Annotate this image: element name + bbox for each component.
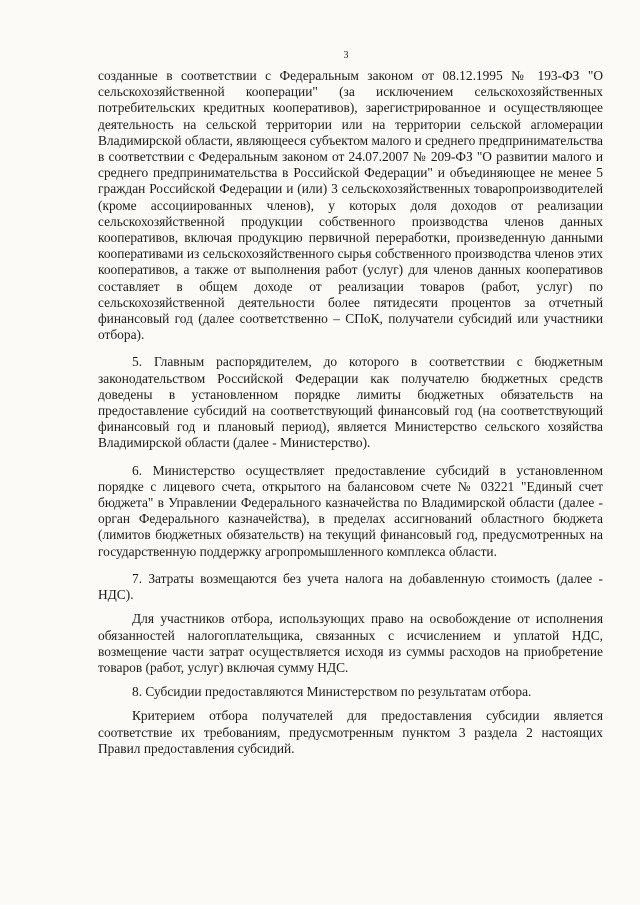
document-body (98, 68, 603, 757)
paragraph-continuation: созданные в соответствии с Федеральным законом от 08.12.1995 № 193-ФЗ "О сельскохозяйственной кооперации" (за исключением сельскохозяйственных потребительских кредитных кооперативов), зарегистрированное и осуществляющее деятельность на сельской территории или на территории сельской агломерации Владимирской области, являющееся субъектом малого и среднего предпринимательства в соответствии с Федеральным законом от 24.07.2007 № 209-ФЗ "О развитии малого и среднего предпринимательства в Российской Федерации" и объединяющее не менее 5 граждан Российской Федерации и (или) 3 сельскохозяйственных товаропроизводителей (кроме ассоциированных членов), у которых доля доходов от реализации сельскохозяйственной продукции собственного производства членов данных кооперативов, включая продукцию первичной переработки, произведенную данными кооперативами из сельскохозяйственного сырья собственного производства членов этих кооперативов, а также от выполнения работ (услуг) для членов данных кооперативов составляет в общем доходе от реализации товаров (работ, услуг) по сельскохозяйственной деятельности более пятидесяти процентов за отчетный финансовый год (далее соответственно – СПоК, получатели субсидий или участники отбора). (98, 68, 603, 343)
paragraph-vat-exemption: Для участников отбора, использующих право на освобождение от исполнения обязанностей налогоплательщика, связанных с исчислением и уплатой НДС, возмещение части затрат осуществляется исходя из суммы расходов на приобретение товаров (работ, услуг) включая сумму НДС. (98, 611, 603, 675)
paragraph-7: 7. Затраты возмещаются без учета налога на добавленную стоимость (далее - НДС). (98, 570, 603, 603)
page-number: 3 (343, 50, 349, 61)
paragraph-6: 6. Министерство осуществляет предоставление субсидий в установленном порядке с лицевого счета, открытого на балансовом счете № 03221 "Единый счет бюджета" в Управлении Федерального казначейства по Владимирской области (далее - орган Федерального казначейства), в пределах ассигнований областного бюджета (лимитов бюджетных обязательств) на текущий финансовый год, предусмотренных на государственную поддержку агропромышленного комплекса области. (98, 462, 603, 559)
paragraph-8: 8. Субсидии предоставляются Министерством по результатам отбора. (132, 684, 532, 700)
paragraph-5: 5. Главным распорядителем, до которого в соответствии с бюджетным законодательством Российской Федерации как получателю бюджетных средств доведены в установленном порядке лимиты бюджетных обязательств на предоставление субсидий на соответствующий финансовый год (на соответствующий финансовый год и плановый период), является Министерство сельского хозяйства Владимирской области (далее - Министерство). (98, 354, 603, 451)
paragraph-selection-criterion: Критерием отбора получателей для предоставления субсидии является соответствие их требованиям, предусмотренным пунктом 3 раздела 2 настоящих Правил предоставления субсидий. (98, 708, 603, 756)
